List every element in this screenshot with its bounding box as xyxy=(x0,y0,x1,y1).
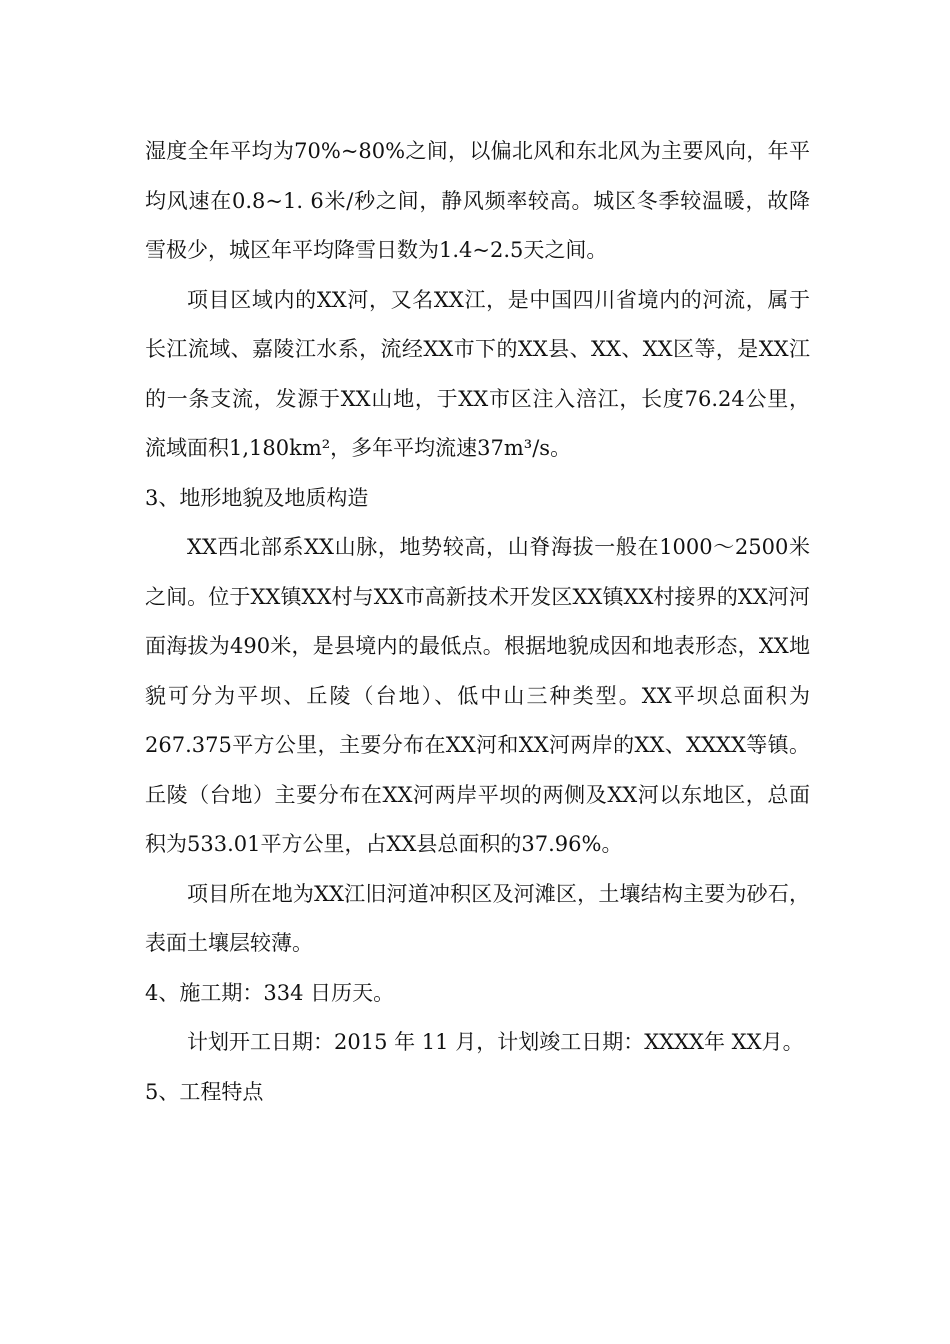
document-page xyxy=(145,127,810,1117)
paragraph-site-soil: 项目所在地为XX江旧河道冲积区及河滩区，土壤结构主要为砂石，表面土壤层较薄。 xyxy=(145,881,810,955)
paragraph-terrain: XX西北部系XX山脉，地势较高，山脊海拔一般在1000～2500米之间。位于XX镇XX村与XX市高新技术开发区XX镇XX村接界的XX河河面海拔为490米，是县境内的最低点。根据地貌成因和地表形态，XX地貌可分为平坝、丘陵（台地）、低中山三种类型。XX平坝总面积为267.375平方公里，主要分布在XX河和XX河两岸的XX、XXXX等镇。丘陵（台地）主要分布在XX河两岸平坝的两侧及XX河以东地区，总面积为533.01平方公里，占XX县总面积的37.96%。 xyxy=(145,535,810,856)
paragraph-climate: 湿度全年平均为70%~80%之间，以偏北风和东北风为主要风向，年平均风速在0.8~1. 6米/秒之间，静风频率较高。城区冬季较温暖，故降雪极少，城区年平均降雪日数为1.4~2.5天之间。 xyxy=(145,139,810,262)
paragraph-schedule: 计划开工日期：2015 年 11 月，计划竣工日期：XXXX年 XX月。 xyxy=(187,1030,804,1054)
paragraph-river: 项目区域内的XX河，又名XX江，是中国四川省境内的河流，属于长江流域、嘉陵江水系，流经XX市下的XX县、XX、XX区等，是XX江的一条支流，发源于XX山地，于XX市区注入涪江，长度76.24公里，流域面积1,180km²，多年平均流速37m³/s。 xyxy=(145,287,810,460)
section-heading-project-features: 5、工程特点 xyxy=(145,1079,264,1104)
section-heading-construction-period: 4、施工期：334 日历天。 xyxy=(145,980,395,1005)
section-heading-terrain: 3、地形地貌及地质构造 xyxy=(145,485,369,510)
